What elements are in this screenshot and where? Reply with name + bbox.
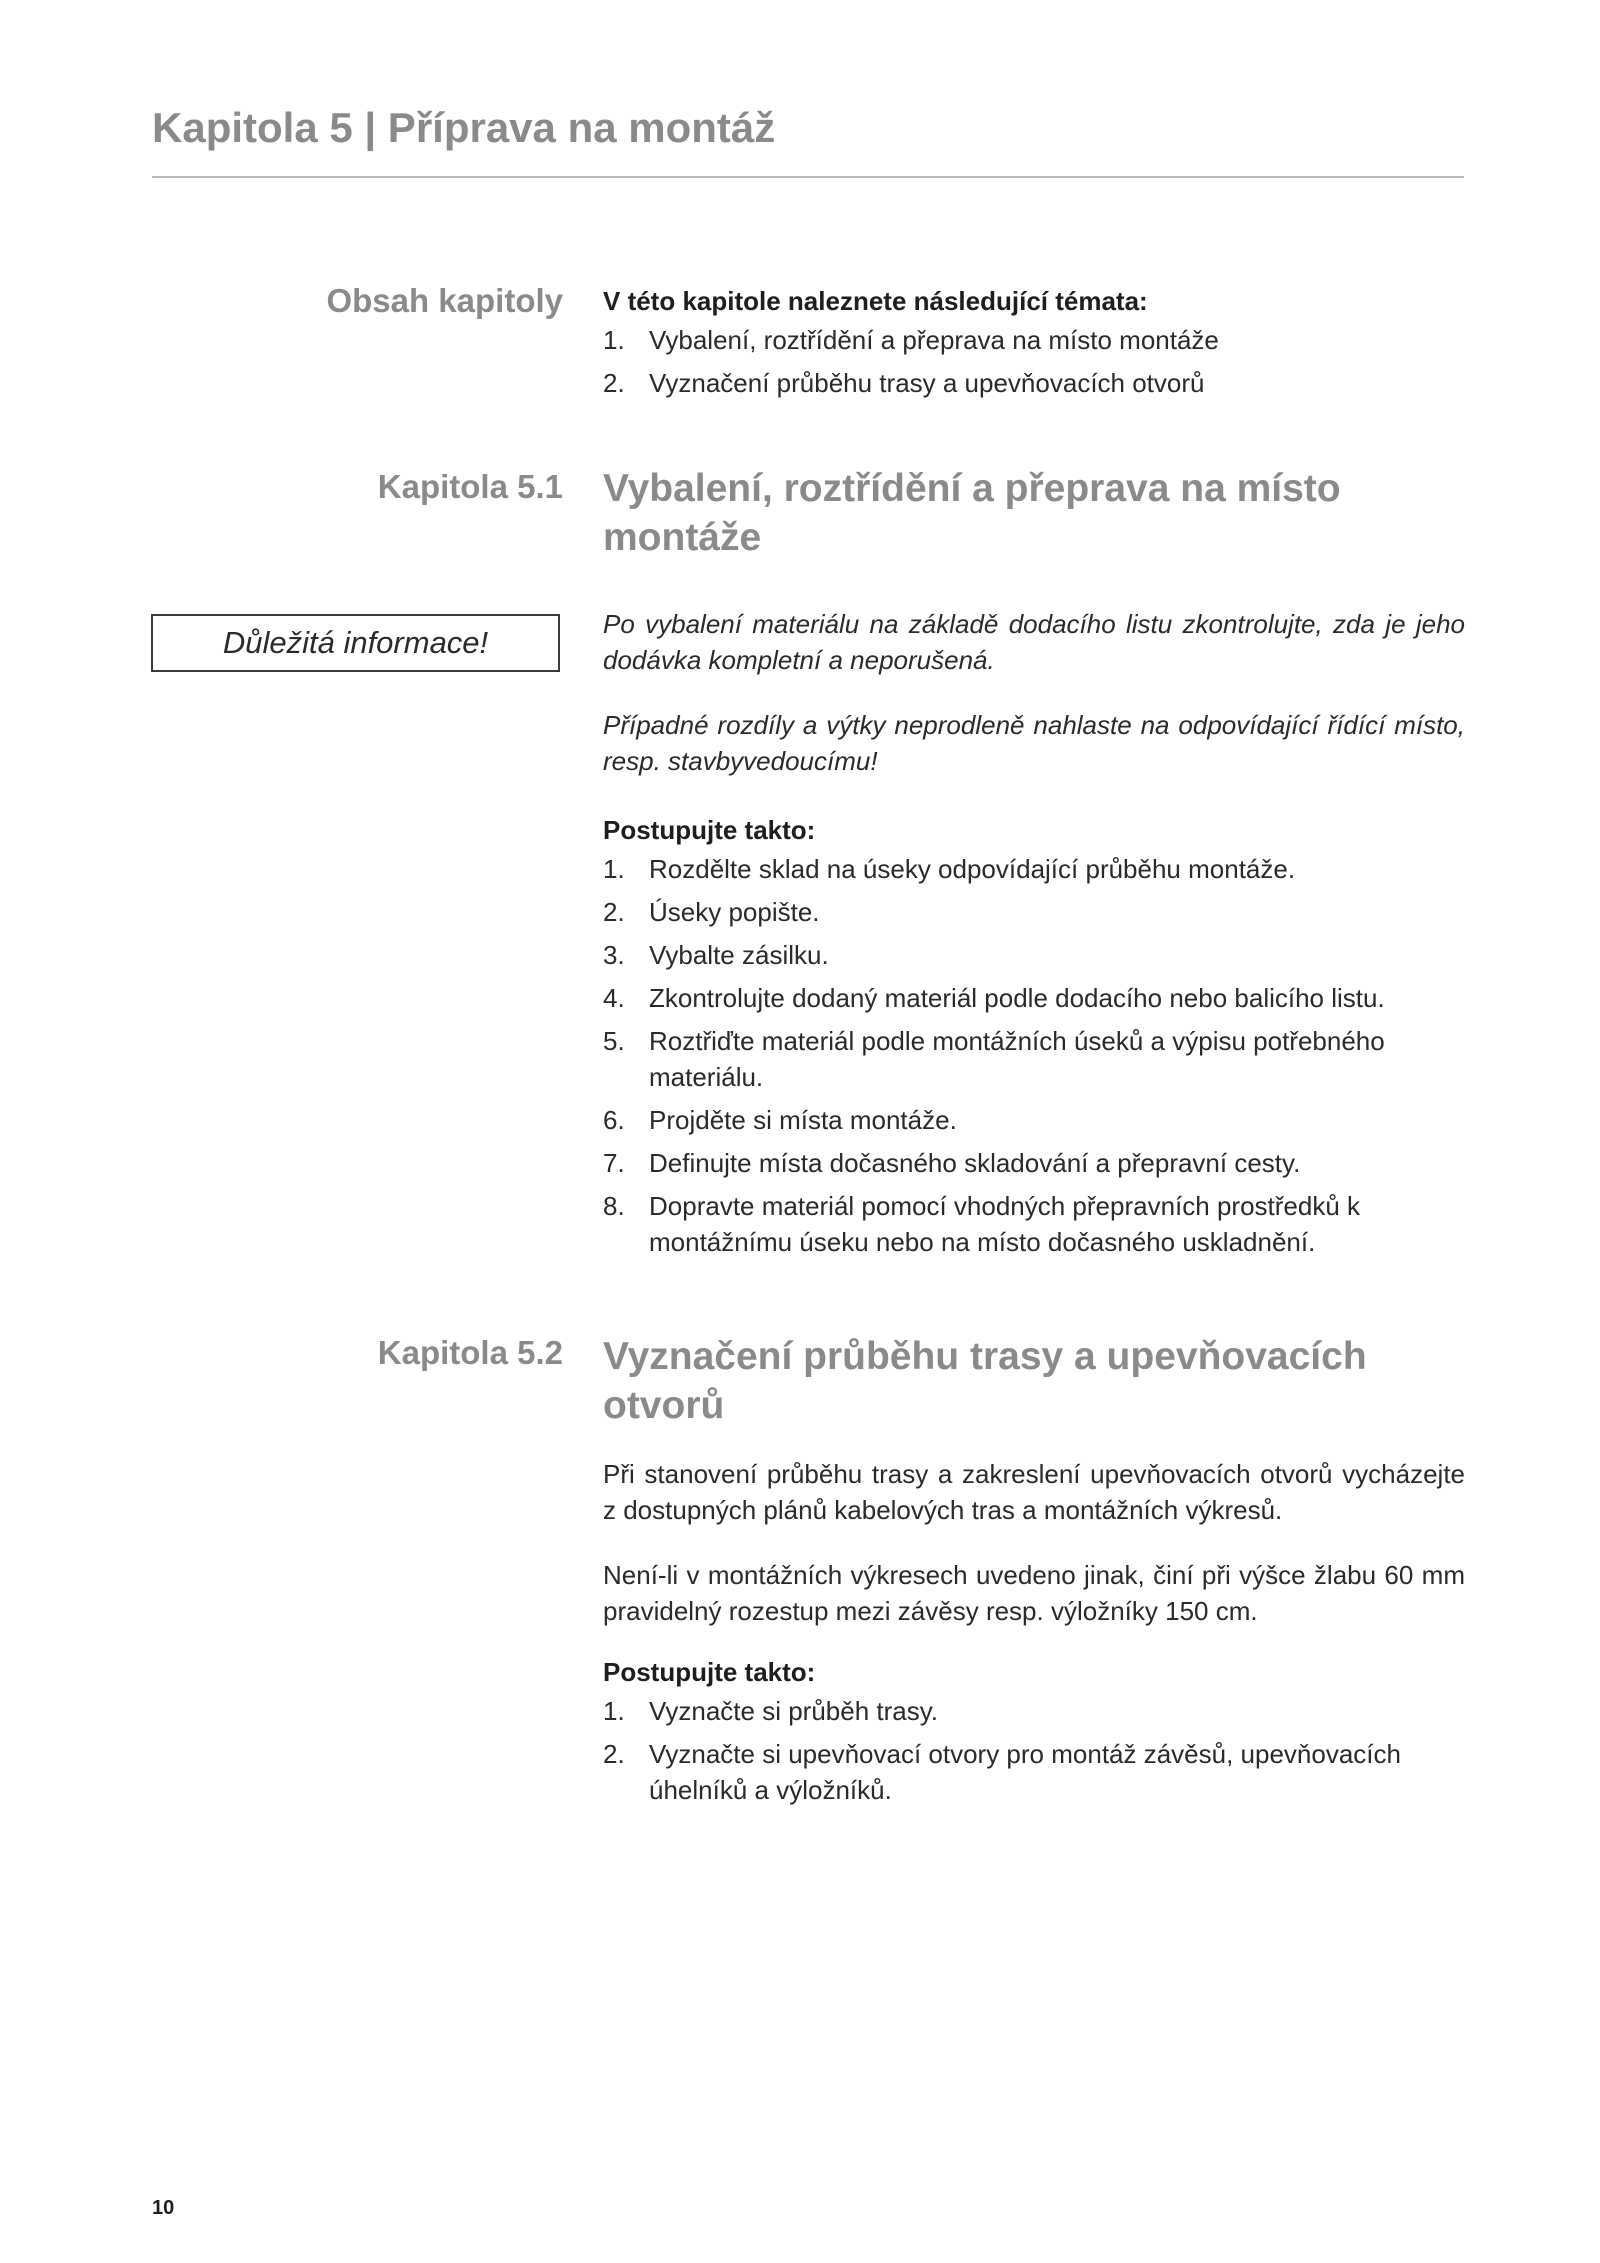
list-item: 4. Zkontrolujte dodaný materiál podle dodacího nebo balicího listu. <box>603 983 1385 1013</box>
list-item: 7. Definujte místa dočasného skladování a přepravní cesty. <box>603 1148 1301 1178</box>
section-5-2 <box>603 1332 1465 1815</box>
chapter-title: Kapitola 5 | Příprava na montáž <box>152 104 776 151</box>
steps-heading: Postupujte takto: <box>603 1657 816 1687</box>
steps-list <box>603 851 1465 1260</box>
section-5-1-title <box>603 464 1465 562</box>
list-item: 3. Vybalte zásilku. <box>603 940 829 970</box>
steps-list <box>603 1693 1465 1808</box>
list-item: 2. Úseky popište. <box>603 897 820 927</box>
contents-block <box>603 282 1465 408</box>
list-item: 1. Vybalení, roztřídění a přeprava na místo montáže <box>603 325 1219 355</box>
contents-list <box>603 322 1465 401</box>
steps-heading: Postupujte takto: <box>603 815 816 845</box>
important-info-label: Důležitá informace! <box>222 625 489 660</box>
paragraph: Není-li v montážních výkresech uvedeno jinak, činí při výšce žlabu 60 mm pravidelný rozestup mezi závěsy resp. výložníky 150 cm. <box>603 1560 1465 1626</box>
section-5-1-body <box>603 606 1465 1267</box>
title-divider <box>152 176 1464 178</box>
list-item: 5. Roztřiďte materiál podle montážních úseků a výpisu potřebného materiálu. <box>603 1026 1385 1092</box>
important-info-box <box>151 614 560 672</box>
list-item: 1. Vyznačte si průběh trasy. <box>603 1696 939 1726</box>
section-5-2-label: Kapitola 5.2 <box>377 1334 563 1371</box>
list-item: 6. Projděte si místa montáže. <box>603 1105 957 1135</box>
section-title: Vybalení, roztřídění a přeprava na místo montáže <box>603 467 1341 559</box>
list-item: 1. Rozdělte sklad na úseky odpovídající průběhu montáže. <box>603 854 1296 884</box>
section-5-1-label: Kapitola 5.1 <box>377 468 563 505</box>
list-item: 8. Dopravte materiál pomocí vhodných přepravních prostředků k montážnímu úseku nebo na místo dočasného uskladnění. <box>603 1191 1361 1257</box>
contents-heading: V této kapitole naleznete následující témata: <box>603 286 1148 316</box>
list-item: 2. Vyznačte si upevňovací otvory pro montáž závěsů, upevňovacích úhelníků a výložníků. <box>603 1739 1401 1805</box>
paragraph: Po vybalení materiálu na základě dodacího listu zkontrolujte, zda je jeho dodávka kompletní a neporušená. <box>603 609 1465 675</box>
section-title: Vyznačení průběhu trasy a upevňovacích otvorů <box>603 1335 1367 1427</box>
list-item: 2. Vyznačení průběhu trasy a upevňovacích otvorů <box>603 368 1205 398</box>
page-number: 10 <box>152 2197 175 2219</box>
paragraph: Při stanovení průběhu trasy a zakreslení upevňovacích otvorů vycházejte z dostupných plánů kabelových tras a montážních výkresů. <box>603 1459 1465 1525</box>
paragraph: Případné rozdíly a výtky neprodleně nahlaste na odpovídající řídící místo, resp. stavbyvedoucímu! <box>603 710 1465 776</box>
contents-label: Obsah kapitoly <box>326 282 563 319</box>
